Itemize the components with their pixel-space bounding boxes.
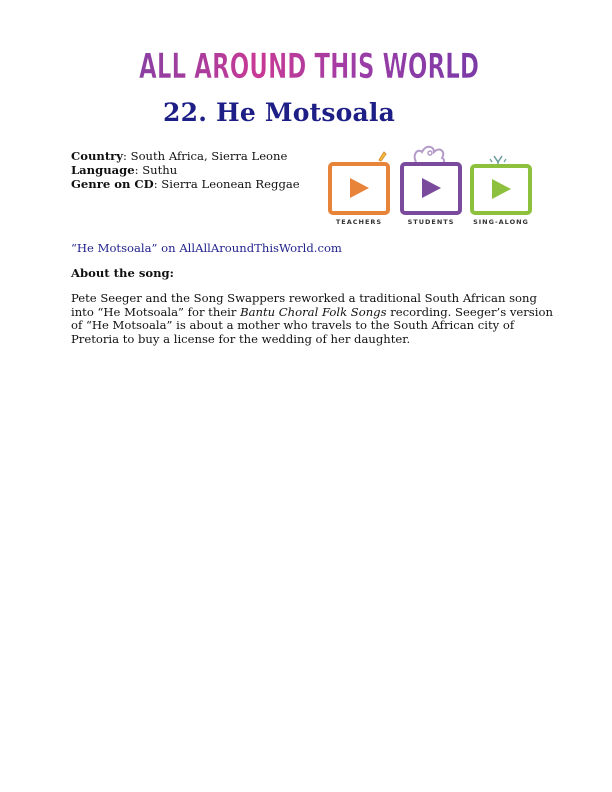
video-buttons [326,140,536,230]
logo-wordmark: ALL AROUND THIS WORLD [139,47,479,87]
about-text-part2: recording. Seeger’s version of “He Motsoala” is about a mother who travels to the South African city of Pretoria to buy a license for the wedding of her daughter. [71,304,553,346]
genre-value: : Sierra Leonean Reggae [153,177,300,191]
song-link[interactable] [71,241,342,255]
about-text-part1: Pete Seeger and the Song Swappers reworked a traditional South African song into “He Motsoala” for their [71,291,537,319]
pencil-topper-icon [379,152,386,161]
song-metadata [71,149,300,191]
country-line [71,149,300,163]
antenna-icon [494,156,502,164]
song-link-site[interactable]: AllAllAroundThisWorld.com [179,241,342,255]
about-heading: About the song: [71,266,174,280]
language-value: : Suthu [134,163,178,177]
genre-label: Genre on CD [71,177,154,191]
album-title: Bantu Choral Folk Songs [240,304,387,319]
teachers-label: TEACHERS [335,218,383,226]
song-link-prefix[interactable]: “He Motsoala” on [71,241,180,255]
page-title: 22. He Motsoala [163,98,395,127]
students-label: STUDENTS [407,218,455,226]
teachers-video-button[interactable] [330,152,388,226]
students-video-button[interactable] [402,147,460,226]
all-around-this-world-logo[interactable] [134,38,484,88]
language-label: Language [71,163,135,177]
country-label: Country [71,149,124,163]
sing-along-video-button[interactable] [472,156,530,226]
about-paragraph [71,292,561,346]
language-line [71,163,300,177]
country-value: : South Africa, Sierra Leone [123,149,288,163]
sing-along-label: SING-ALONG [473,218,529,226]
genre-line [71,177,300,191]
